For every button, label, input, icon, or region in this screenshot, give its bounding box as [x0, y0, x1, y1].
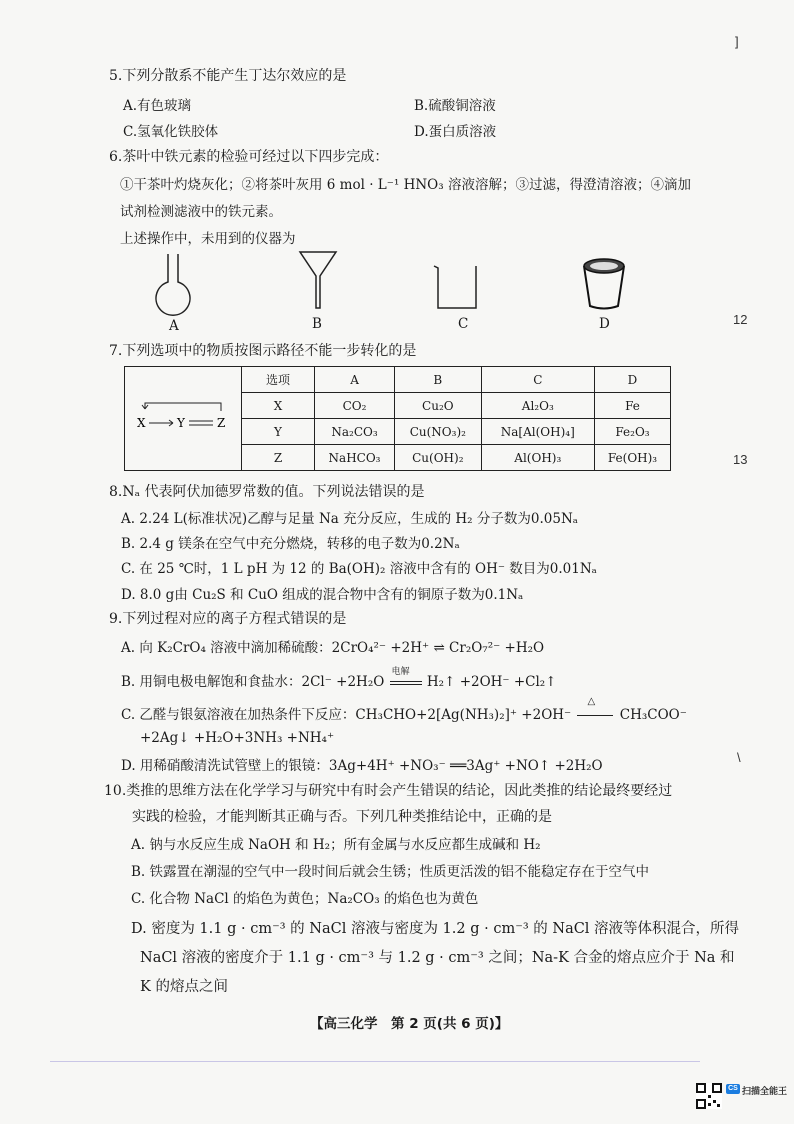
node-x: X: [137, 416, 146, 430]
apparatus-label-a: A: [169, 318, 179, 334]
table-cell: Cu₂O: [395, 393, 482, 419]
margin-mark: ]: [735, 34, 739, 49]
scanner-app-logo: CS: [726, 1084, 740, 1094]
q9-option-c: [121, 696, 687, 723]
funnel-icon: [298, 250, 338, 312]
q9-option-c-rhs: CH₃COO⁻: [619, 707, 687, 723]
table-cell: X: [242, 393, 315, 419]
electrolysis-arrow: [389, 667, 423, 690]
apparatus-label-b: B: [312, 316, 322, 332]
table-cell: Z: [242, 445, 315, 471]
question-9-stem: 9.下列过程对应的离子方程式错误的是: [109, 611, 347, 627]
q9-option-b-lhs: B. 用铜电极电解饱和食盐水：2Cl⁻ +2H₂O: [121, 674, 385, 690]
q9-option-b-rhs: H₂↑ +2OH⁻ +Cl₂↑: [426, 674, 557, 690]
table-cell: Na₂CO₃: [315, 419, 395, 445]
question-7-stem: 7.下列选项中的物质按图示路径不能一步转化的是: [109, 343, 417, 359]
table-cell: Fe(OH)₃: [594, 445, 670, 471]
question-8-stem: 8.Nₐ 代表阿伏加德罗常数的值。下列说法错误的是: [109, 484, 425, 500]
q5-option-c: C.氢氧化铁胶体: [123, 124, 219, 140]
node-z: Z: [217, 416, 226, 430]
table-cell: Fe: [594, 393, 670, 419]
apparatus-label-d: D: [599, 316, 610, 332]
q8-option-d: D. 8.0 g由 Cu₂S 和 CuO 组成的混合物中含有的铜原子数为0.1Nₐ: [121, 587, 524, 603]
q8-option-b: B. 2.4 g 镁条在空气中充分燃烧，转移的电子数为0.2Nₐ: [121, 536, 460, 552]
scanner-app-name: 扫描全能王: [742, 1086, 788, 1096]
table-cell: Na[Al(OH)₄]: [481, 419, 594, 445]
footer-divider: [50, 1061, 700, 1062]
table-cell: Fe₂O₃: [594, 419, 670, 445]
q10-option-c: C. 化合物 NaCl 的焰色为黄色；Na₂CO₃ 的焰色也为黄色: [131, 891, 479, 907]
page-footer: 【高三化学 第 2 页(共 6 页)】: [310, 1016, 509, 1032]
q9-option-a: A. 向 K₂CrO₄ 溶液中滴加稀硫酸：2CrO₄²⁻ +2H⁺ ⇌ Cr₂O₇²⁻ +H₂O: [121, 640, 545, 656]
q5-option-b: B.硫酸铜溶液: [414, 98, 496, 114]
electrolysis-condition: 电解: [391, 667, 410, 677]
q5-option-a: A.有色玻璃: [123, 98, 192, 114]
q8-option-a: A. 2.24 L(标准状况)乙醇与足量 Na 充分反应，生成的 H₂ 分子数为0.05Nₐ: [121, 511, 578, 527]
conversion-path-diagram: [133, 397, 233, 437]
table-cell: Y: [242, 419, 315, 445]
q6-steps-line2: 试剂检测滤液中的铁元素。: [120, 204, 282, 220]
q5-option-d: D.蛋白质溶液: [414, 124, 497, 140]
q8-option-c: C. 在 25 ℃时，1 L pH 为 12 的 Ba(OH)₂ 溶液中含有的 OH⁻ 数目为0.01Nₐ: [121, 561, 597, 577]
beaker-icon: [432, 262, 480, 312]
table-cell: Al(OH)₃: [481, 445, 594, 471]
q9-option-b: [121, 667, 557, 690]
q9-option-c-lhs: C. 乙醛与银氨溶液在加热条件下反应：CH₃CHO+2[Ag(NH₃)₂]⁺ +2OH⁻: [121, 707, 572, 723]
apparatus-label-c: C: [458, 316, 469, 332]
table-header-cell: C: [481, 367, 594, 393]
q10-option-d-line1: D. 密度为 1.1 g · cm⁻³ 的 NaCl 溶液与密度为 1.2 g · cm⁻³ 的 NaCl 溶液等体积混合，所得: [131, 921, 740, 937]
heating-arrow: [575, 696, 615, 723]
q10-option-a: A. 钠与水反应生成 NaOH 和 H₂；所有金属与水反应都生成碱和 H₂: [131, 837, 541, 853]
table-cell: NaHCO₃: [315, 445, 395, 471]
node-y: Y: [177, 416, 185, 430]
qr-code-icon: [696, 1083, 722, 1109]
table-header-cell: 选项: [242, 367, 315, 393]
round-bottom-flask-icon: [150, 252, 196, 318]
margin-mark: 12: [733, 312, 748, 327]
q10-option-b: B. 铁露置在潮湿的空气中一段时间后就会生锈；性质更活泼的铝不能稳定存在于空气中: [131, 864, 650, 880]
table-cell: Cu(NO₃)₂: [395, 419, 482, 445]
q9-option-c-line2: +2Ag↓ +H₂O+3NH₃ +NH₄⁺: [140, 730, 335, 746]
q10-option-d-line2: NaCl 溶液的密度介于 1.1 g · cm⁻³ 与 1.2 g · cm⁻³ 之间；Na-K 合金的熔点应介于 Na 和: [140, 950, 735, 966]
crucible-icon: [580, 256, 628, 312]
table-header-cell: B: [395, 367, 482, 393]
q6-question: 上述操作中，未用到的仪器为: [120, 231, 296, 247]
table-cell: CO₂: [315, 393, 395, 419]
conversion-table: [124, 366, 671, 471]
question-5-stem: 5.下列分散系不能产生丁达尔效应的是: [109, 68, 347, 84]
question-10-stem-line1: 10.类推的思维方法在化学学习与研究中有时会产生错误的结论，因此类推的结论最终要经过: [104, 783, 673, 799]
question-6-stem: 6.茶叶中铁元素的检验可经过以下四步完成：: [109, 149, 389, 165]
q9-option-d: D. 用稀硝酸清洗试管壁上的银镜：3Ag+4H⁺ +NO₃⁻ ══3Ag⁺ +NO↑ +2H₂O: [121, 758, 603, 774]
table-header-cell: A: [315, 367, 395, 393]
margin-mark: \: [737, 750, 741, 765]
heating-condition: △: [587, 696, 596, 707]
table-cell: Al₂O₃: [481, 393, 594, 419]
q6-steps-line1: ①干茶叶灼烧灰化；②将茶叶灰用 6 mol · L⁻¹ HNO₃ 溶液溶解；③过滤，得澄清溶液；④滴加: [120, 177, 691, 193]
conversion-diagram-cell: [125, 367, 242, 471]
table-header-cell: D: [594, 367, 670, 393]
margin-mark: 13: [733, 452, 748, 467]
question-10-stem-line2: 实践的检验，才能判断其正确与否。下列几种类推结论中，正确的是: [132, 809, 552, 825]
q10-option-d-line3: K 的熔点之间: [140, 979, 228, 995]
table-cell: Cu(OH)₂: [395, 445, 482, 471]
